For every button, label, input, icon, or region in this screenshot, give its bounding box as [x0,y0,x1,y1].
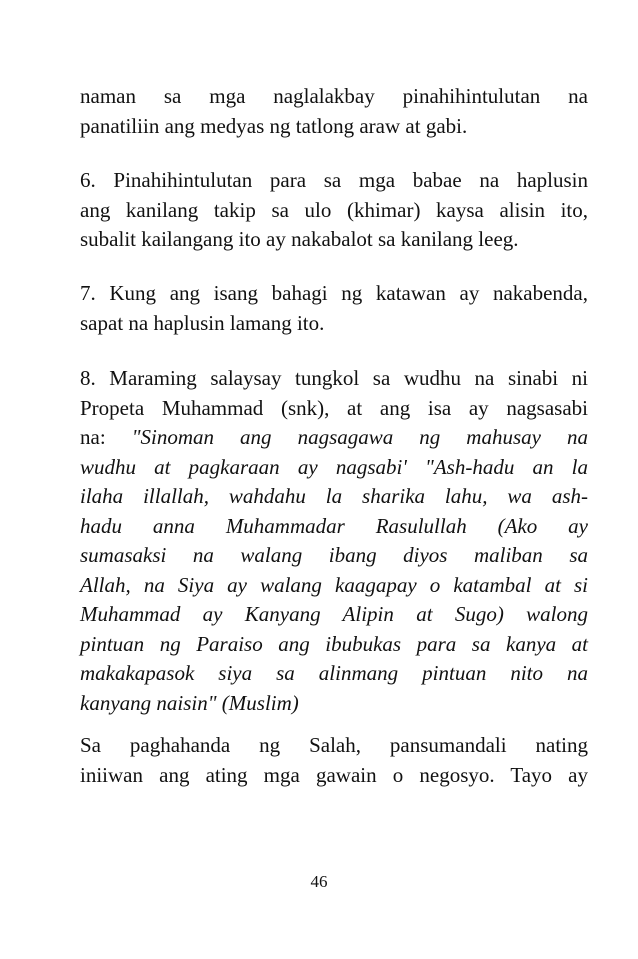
text-line: 7. Kung ang isang bahagi ng katawan ay nakabenda, [80,281,588,305]
text-line: 8. Maraming salaysay tungkol sa wudhu na sinabi ni [80,366,588,390]
quote-line: makakapasok siya sa alinmang pintuan nito na [80,661,588,685]
text-line [80,423,588,453]
text-line: 6. Pinahihintulutan para sa mga babae na haplusin [80,168,588,192]
quote-line: pintuan ng Paraiso ang ibubukas para sa kanya at [80,631,588,656]
text-line: naman sa mga naglalakbay pinahihintulutan na [80,84,588,108]
quote-line: wudhu at pagkaraan ay nagsabi' "Ash-hadu an la [80,454,588,479]
text-line: panatiliin ang medyas ng tatlong araw at gabi. [80,113,468,138]
text-line: sapat na haplusin lamang ito. [80,310,325,335]
quote-line: sumasaksi na walang ibang diyos maliban sa [80,543,588,567]
text-line: Sa paghahanda ng Salah, pansumandali nating [80,733,588,757]
page-number: 46 [310,872,328,891]
quote-line: Muhammad ay Kanyang Alipin at Sugo) walong [80,602,588,626]
paragraph-salah [80,731,588,790]
text-line: subalit kailangang ito ay nakabalot sa kanilang leeg. [80,227,519,251]
text-line: ang kanilang takip sa ulo (khimar) kaysa alisin ito, [80,197,588,222]
quote-line: Allah, na Siya ay walang kaagapay o katambal at si [80,572,588,597]
text-line: iniiwan ang ating mga gawain o negosyo. Tayo ay [80,762,588,787]
quote-line: hadu anna Muhammadar Rasulullah (Ako ay [80,513,588,538]
quote-line: kanyang naisin" (Muslim) [80,690,299,715]
paragraph-item-7 [80,279,588,338]
paragraph-item-6 [80,166,588,255]
quote-segment: "Sinoman ang nagsagawa ng mahusay na [131,425,588,449]
paragraph-item-8 [80,364,588,718]
paragraph-continuation [80,82,588,141]
quote-line: ilaha illallah, wahdahu la sharika lahu, wa ash- [80,484,588,508]
text-line: Propeta Muhammad (snk), at ang isa ay nagsasabi [80,395,588,420]
text-segment: na: [80,425,132,449]
